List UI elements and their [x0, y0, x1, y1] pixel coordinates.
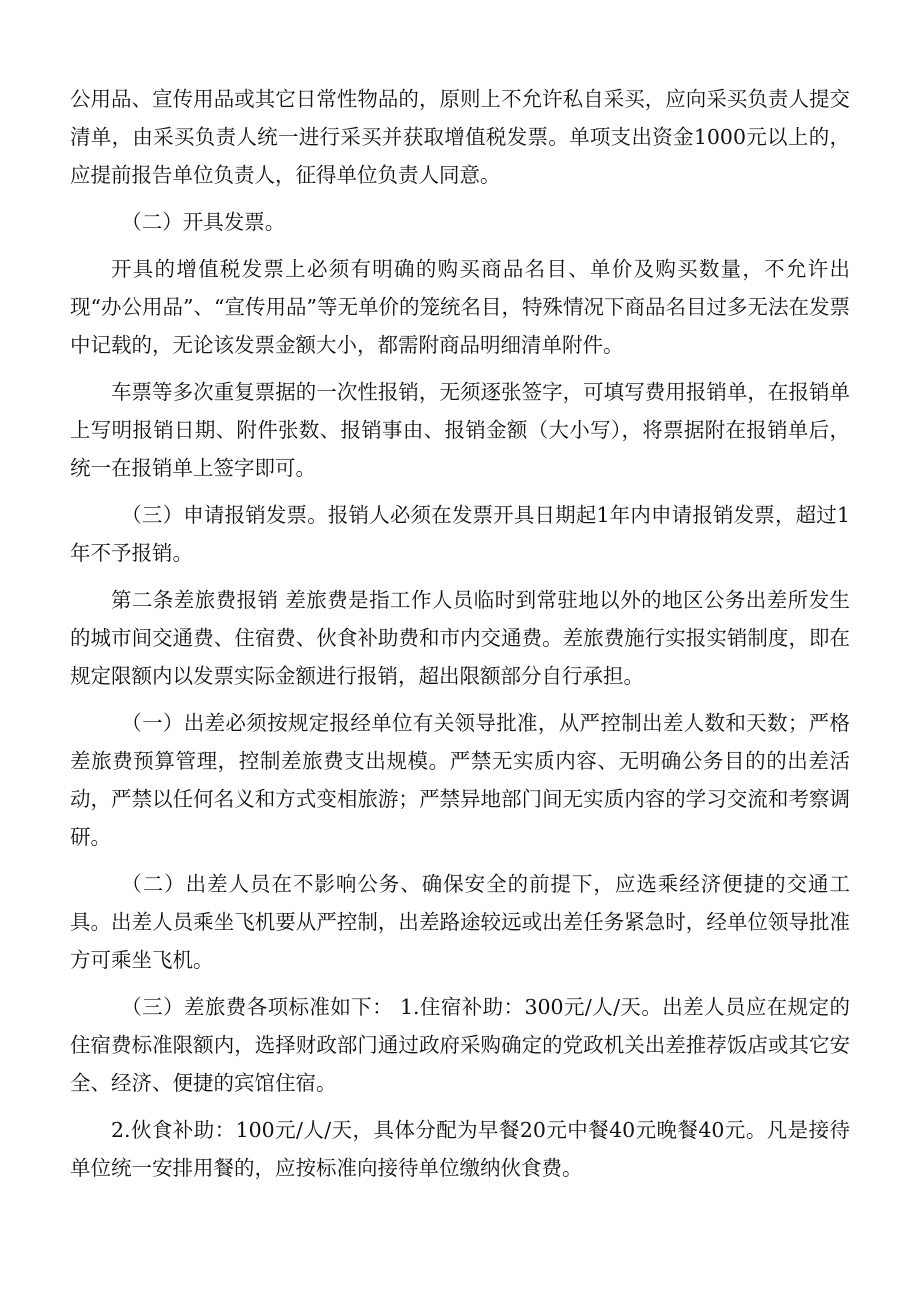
- paragraph-ticket-reimbursement: 车票等多次重复票据的一次性报销，无须逐张签字，可填写费用报销单，在报销单上写明报销日期、附件张数、报销事由、报销金额（大小写），将票据附在报销单后，统一在报销单上签字即可。: [70, 380, 850, 480]
- paragraph-procurement-rules: 公用品、宣传用品或其它日常性物品的，原则上不允许私自采买，应向采买负责人提交清单，由采买负责人统一进行采买并获取增值税发票。单项支出资金1000元以上的，应提前报告单位负责人，征得单位负责人同意。: [70, 87, 850, 187]
- paragraph-invoice-details: 开具的增值税发票上必须有明确的购买商品名目、单价及购买数量，不允许出现“办公用品”、“宣传用品”等无单价的笼统名目，特殊情况下商品名目过多无法在发票中记载的，无论该发票金额大小，都需附商品明细清单附件。: [70, 257, 850, 357]
- heading-issue-invoice: （二）开具发票。: [121, 210, 286, 234]
- paragraph-travel-approval: （一）出差必须按规定报经单位有关领导批准，从严控制出差人数和天数；严格差旅费预算管理，控制差旅费支出规模。严禁无实质内容、无明确公务目的的出差活动，严禁以任何名义和方式变相旅游；严禁异地部门间无实质内容的学习交流和考察调研。: [70, 711, 850, 849]
- paragraph-transport-choice: （二）出差人员在不影响公务、确保安全的前提下，应选乘经济便捷的交通工具。出差人员乘坐飞机要从严控制，出差路途较远或出差任务紧急时，经单位领导批准方可乘坐飞机。: [70, 872, 850, 972]
- paragraph-apply-reimbursement: （三）申请报销发票。报销人必须在发票开具日期起1年内申请报销发票，超过1年不予报销。: [70, 503, 850, 565]
- paragraph-travel-expense-article: 第二条差旅费报销 差旅费是指工作人员临时到常驻地以外的地区公务出差所发生的城市间交通费、住宿费、伙食补助费和市内交通费。差旅费施行实报实销制度，即在规定限额内以发票实际金额进行报销，超出限额部分自行承担。: [70, 588, 850, 688]
- paragraph-lodging-standard: （三）差旅费各项标准如下： 1.住宿补助：300元/人/天。出差人员应在规定的住宿费标准限额内，选择财政部门通过政府采购确定的党政机关出差推荐饭店或其它安全、经济、便捷的宾馆住宿。: [70, 995, 850, 1095]
- paragraph-meal-allowance: 2.伙食补助：100元/人/天，具体分配为早餐20元中餐40元晚餐40元。凡是接待单位统一安排用餐的，应按标准向接待单位缴纳伙食费。: [70, 1118, 850, 1180]
